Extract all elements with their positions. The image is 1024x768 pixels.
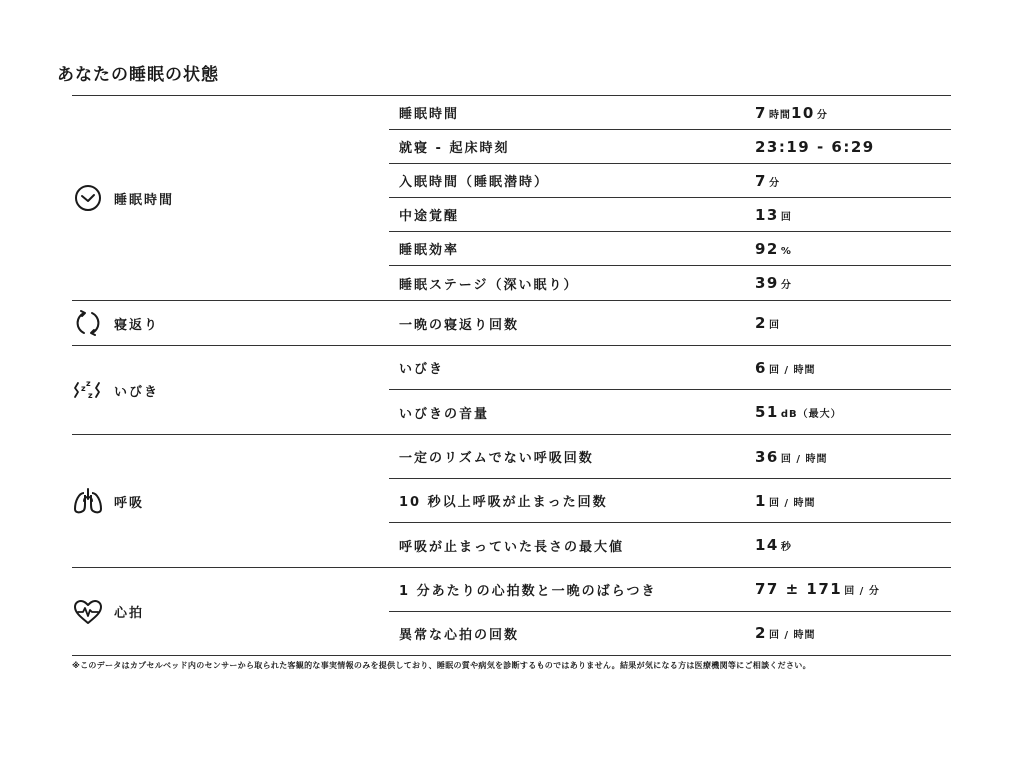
metric-label: 睡眠時間 — [399, 107, 460, 122]
value-number: 13 — [755, 205, 779, 224]
metric-label: いびきの音量 — [399, 406, 490, 422]
sleep-report-table — [72, 95, 951, 656]
section-snoring — [72, 346, 951, 435]
metric-value — [755, 359, 816, 377]
category-label: 心拍 — [114, 606, 145, 621]
table-row — [389, 479, 951, 523]
heartbeat-icon — [72, 596, 104, 628]
value-number: 7 — [755, 103, 767, 122]
metric-label: 一晩の寝返り回数 — [399, 317, 520, 333]
page-title: あなたの睡眠の状態 — [57, 65, 219, 85]
metric-value — [755, 448, 828, 466]
value-unit: 回 / 時間 — [768, 364, 816, 376]
section-breathing — [72, 435, 951, 568]
metric-label: 異常な心拍の回数 — [399, 627, 520, 643]
value-unit: 回 / 時間 — [780, 453, 828, 465]
value-number: 7 — [755, 171, 767, 190]
value-unit: 回 / 分 — [844, 586, 880, 598]
svg-text:z: z — [88, 391, 93, 400]
svg-text:z: z — [86, 379, 91, 388]
metric-value — [755, 403, 842, 421]
table-row — [389, 612, 951, 656]
value-unit: 回 / 時間 — [768, 497, 816, 509]
metric-value — [755, 314, 780, 332]
category-turning-over — [72, 301, 389, 345]
value-unit: 回 — [768, 320, 780, 331]
metric-label: 就寝 - 起床時刻 — [399, 141, 510, 156]
section-sleep-time — [72, 96, 951, 301]
table-row — [389, 301, 951, 345]
table-row — [389, 266, 951, 300]
value-number: 36 — [755, 447, 779, 466]
table-row — [389, 130, 951, 164]
metric-label: 一定のリズムでない呼吸回数 — [399, 451, 594, 466]
metric-value — [755, 624, 816, 642]
value-number: 14 — [755, 536, 779, 554]
section-turning-over — [72, 301, 951, 346]
metric-value — [755, 492, 816, 510]
rotate-icon — [72, 307, 104, 339]
table-row — [389, 435, 951, 479]
category-label: 睡眠時間 — [114, 192, 175, 208]
table-row — [389, 390, 951, 434]
table-row — [389, 568, 951, 612]
value-unit: dB（最大） — [780, 409, 842, 420]
table-row — [389, 346, 951, 390]
value-number: 2 — [755, 314, 767, 332]
value-number: 77 ± 171 — [755, 580, 843, 599]
table-row — [389, 232, 951, 266]
metric-value — [755, 536, 792, 554]
category-snoring — [72, 346, 389, 434]
value-number: 39 — [755, 274, 779, 292]
metric-value — [755, 206, 792, 224]
value-unit: 回 — [780, 211, 792, 223]
metric-label: 呼吸が止まっていた長さの最大値 — [399, 539, 625, 555]
value-number: 10 — [790, 103, 815, 122]
metric-rows — [389, 301, 951, 345]
metric-value — [755, 104, 828, 122]
lungs-icon — [72, 485, 104, 517]
metric-label: いびき — [399, 362, 445, 377]
value-number: 51 — [755, 403, 779, 421]
metric-rows — [389, 435, 951, 567]
category-sleep-time — [72, 96, 389, 300]
value-unit: 回 / 時間 — [768, 630, 816, 642]
value-unit: 分 — [780, 280, 792, 291]
value-unit: 時間 — [768, 109, 791, 121]
value-unit: 分 — [816, 109, 828, 121]
category-heart-rate — [72, 568, 389, 655]
clock-icon — [72, 182, 104, 214]
metric-value — [755, 172, 780, 190]
metric-value — [755, 138, 875, 156]
table-row — [389, 523, 951, 567]
metric-value — [755, 240, 792, 258]
table-row — [389, 198, 951, 232]
category-breathing — [72, 435, 389, 567]
metric-value — [755, 274, 792, 292]
category-label: いびき — [114, 384, 160, 400]
category-label: 寝返り — [114, 317, 160, 333]
metric-label: 睡眠ステージ（深い眠り） — [399, 277, 579, 293]
metric-rows — [389, 346, 951, 434]
value-unit: % — [780, 245, 792, 257]
value-number: 23:19 - 6:29 — [755, 137, 875, 156]
value-number: 2 — [755, 624, 767, 643]
metric-label: 1 分あたりの心拍数と一晩のばらつき — [399, 583, 657, 599]
table-row — [389, 164, 951, 198]
value-number: 6 — [755, 358, 767, 377]
metric-label: 10 秒以上呼吸が止まった回数 — [399, 495, 608, 510]
table-row — [389, 96, 951, 130]
metric-label: 入眠時間（睡眠潜時） — [399, 175, 550, 190]
snore-icon — [72, 374, 104, 406]
value-number: 92 — [755, 239, 779, 258]
disclaimer-footnote: ※このデータはカプセルベッド内のセンサーから取られた客観的な事実情報のみを提供しており、睡眠の質や病気を診断するものではありません。結果が気になる方は医療機関等にご相談ください。 — [72, 661, 811, 670]
value-unit: 分 — [768, 177, 780, 189]
category-label: 呼吸 — [114, 495, 145, 511]
value-number: 1 — [755, 491, 767, 510]
metric-rows — [389, 96, 951, 300]
metric-value — [755, 580, 880, 598]
metric-rows — [389, 568, 951, 655]
svg-text:z: z — [81, 384, 86, 393]
value-unit: 秒 — [780, 542, 792, 553]
metric-label: 中途覚醒 — [399, 209, 460, 224]
metric-label: 睡眠効率 — [399, 243, 460, 258]
section-heart-rate — [72, 568, 951, 656]
